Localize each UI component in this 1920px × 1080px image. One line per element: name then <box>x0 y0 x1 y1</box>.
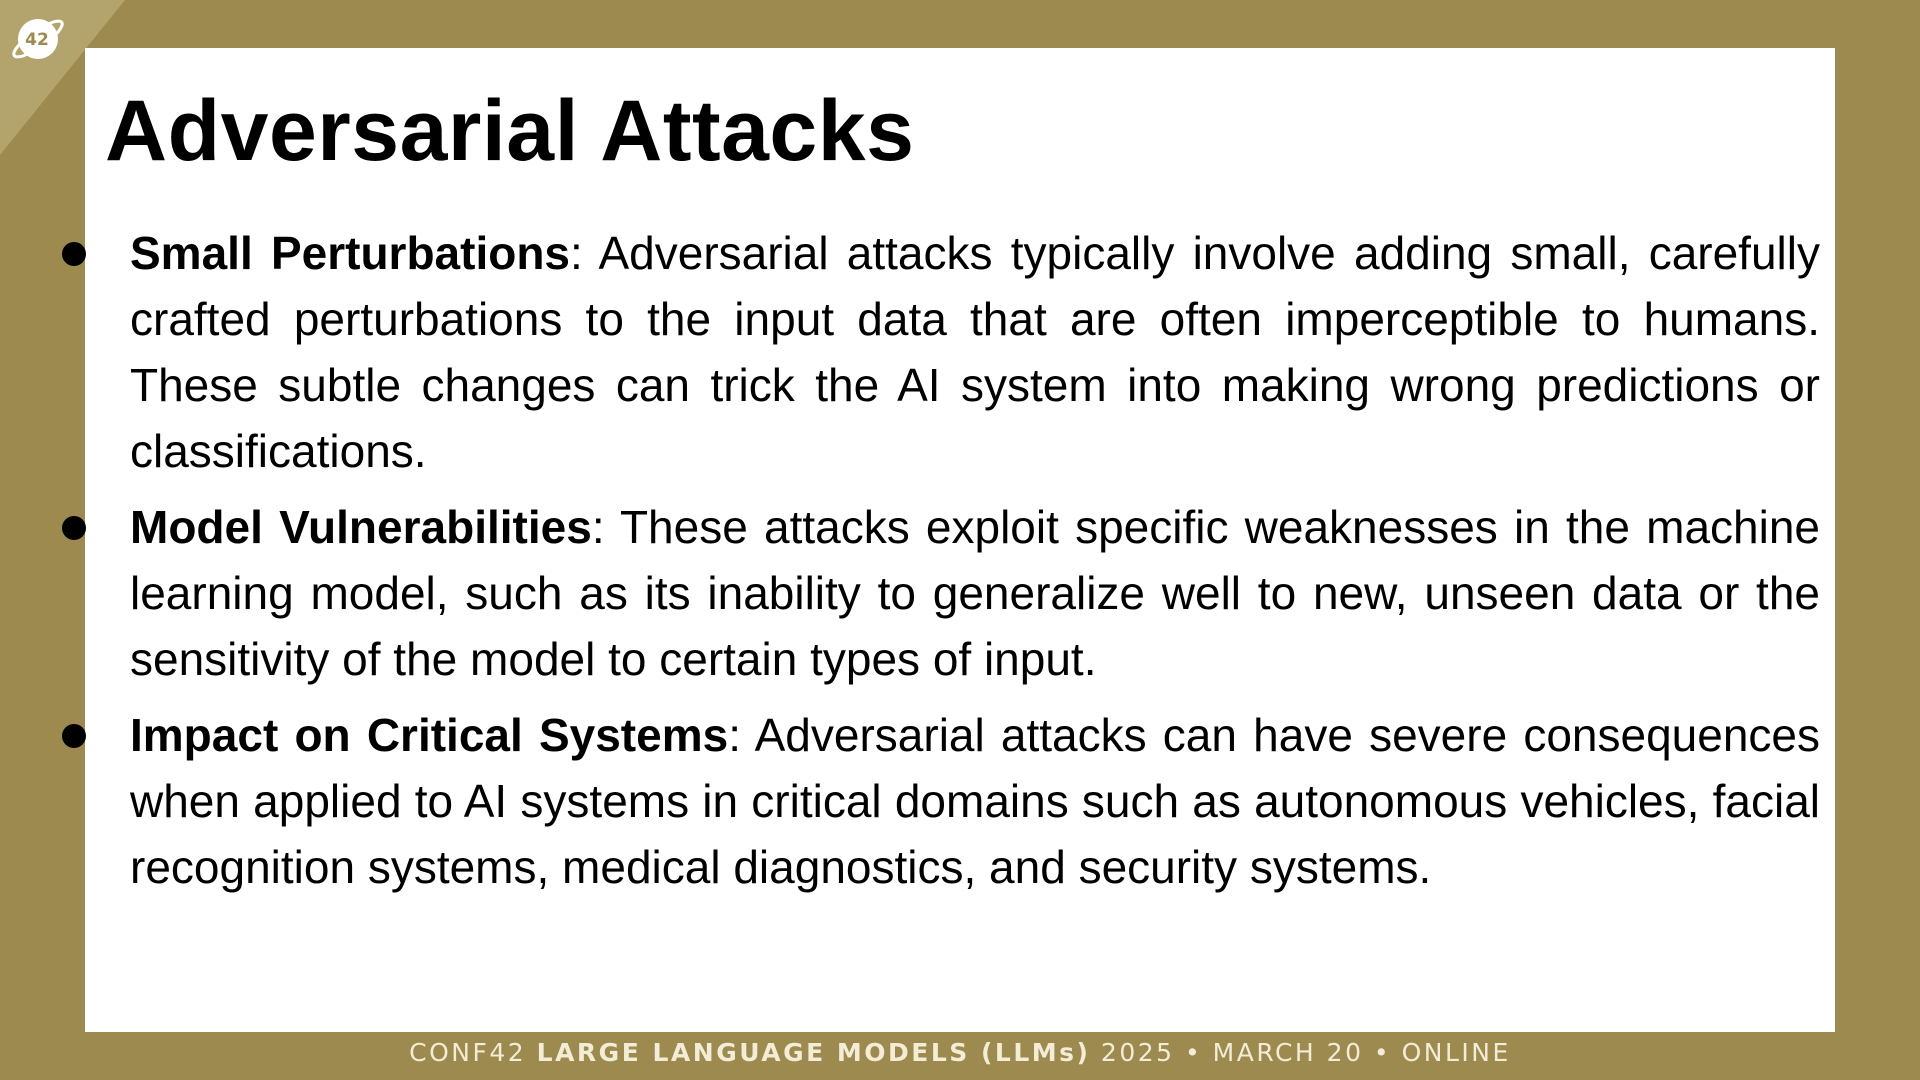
footer-event: LARGE LANGUAGE MODELS (LLMs) <box>536 1038 1091 1067</box>
footer-details: 2025 • MARCH 20 • ONLINE <box>1090 1038 1511 1067</box>
bullet-term: Small Perturbations <box>130 227 570 279</box>
logo-text: 42 <box>25 30 49 50</box>
bullet-item <box>85 220 1820 484</box>
bullet-term: Impact on Critical Systems <box>130 709 729 761</box>
slide-title: Adversarial Attacks <box>105 83 915 179</box>
bullet-item <box>85 494 1820 692</box>
bullet-text: : These attacks exploit specific weaknesses in the machine learning model, such as its inability to generalize well to new, unseen data or the sensitivity of the model to certain types of input. <box>130 501 1821 685</box>
slide-content-area <box>85 48 1835 1032</box>
bullet-text: : Adversarial attacks typically involve adding small, carefully crafted perturbations to the input data that are often imperceptible to humans. These subtle changes can trick the AI system into making wrong predictions or classifications. <box>130 227 1820 477</box>
bullet-list <box>85 220 1835 910</box>
bullet-dot-icon <box>62 516 86 540</box>
bullet-text: : Adversarial attacks can have severe consequences when applied to AI systems in critical domains such as autonomous vehicles, facial recognition systems, medical diagnostics, and security systems. <box>130 709 1821 893</box>
bullet-term: Model Vulnerabilities <box>130 501 592 553</box>
bullet-dot-icon <box>62 242 86 266</box>
bullet-dot-icon <box>62 724 86 748</box>
conference-footer <box>0 1038 1920 1067</box>
planet-logo-icon <box>8 8 70 70</box>
footer-conf: CONF42 <box>409 1038 537 1067</box>
bullet-item <box>85 702 1820 900</box>
